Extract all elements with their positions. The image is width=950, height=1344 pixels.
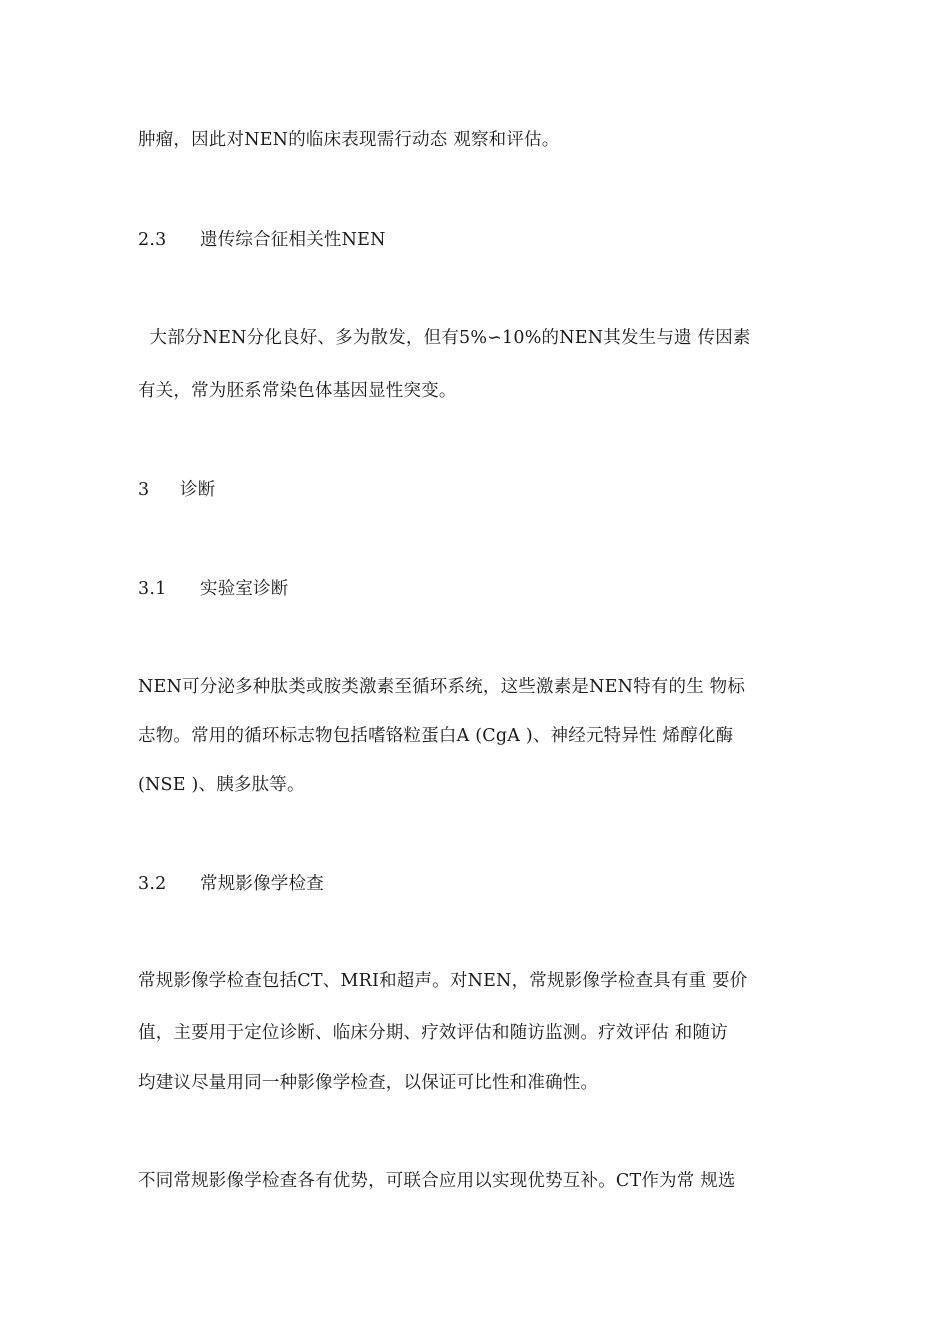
paragraph-line: 常规影像学检查包括CT、MRI和超声。对NEN，常规影像学检查具有重 要价 bbox=[138, 971, 748, 991]
paragraph-line: 有关，常为胚系常染色体基因显性突变。 bbox=[138, 381, 457, 401]
section-heading-3-1 bbox=[138, 577, 289, 601]
section-title: 遗传综合征相关性NEN bbox=[200, 230, 386, 250]
section-title: 常规影像学检查 bbox=[200, 874, 324, 894]
section-number: 3 bbox=[138, 480, 150, 500]
section-number: 2.3 bbox=[138, 230, 167, 250]
paragraph-line: 肿瘤，因此对NEN的临床表现需行动态 观察和评估。 bbox=[138, 130, 560, 150]
paragraph-line: 均建议尽量用同一种影像学检查，以保证可比性和准确性。 bbox=[138, 1073, 599, 1093]
section-number: 3.2 bbox=[138, 874, 167, 894]
section-title: 实验室诊断 bbox=[200, 579, 289, 599]
paragraph-line: 值，主要用于定位诊断、临床分期、疗效评估和随访监测。疗效评估 和随访 bbox=[138, 1023, 728, 1043]
section-heading-2-3 bbox=[138, 228, 386, 252]
section-heading-3-2 bbox=[138, 872, 324, 896]
paragraph-line: 大部分NEN分化良好、多为散发，但有5%∽10%的NEN其发生与遗 传因素 bbox=[138, 328, 751, 348]
paragraph-line: 不同常规影像学检查各有优势，可联合应用以实现优势互补。CT作为常 规选 bbox=[138, 1171, 736, 1191]
section-heading-3 bbox=[138, 478, 215, 502]
paragraph-line: NEN可分泌多种肽类或胺类激素至循环系统，这些激素是NEN特有的生 物标 bbox=[138, 677, 746, 697]
section-number: 3.1 bbox=[138, 579, 167, 599]
paragraph-line: (NSE )、胰多肽等。 bbox=[138, 775, 305, 795]
section-title: 诊断 bbox=[180, 480, 216, 500]
paragraph-line: 志物。常用的循环标志物包括嗜铬粒蛋白A (CgA )、神经元特异性 烯醇化酶 bbox=[138, 726, 734, 746]
